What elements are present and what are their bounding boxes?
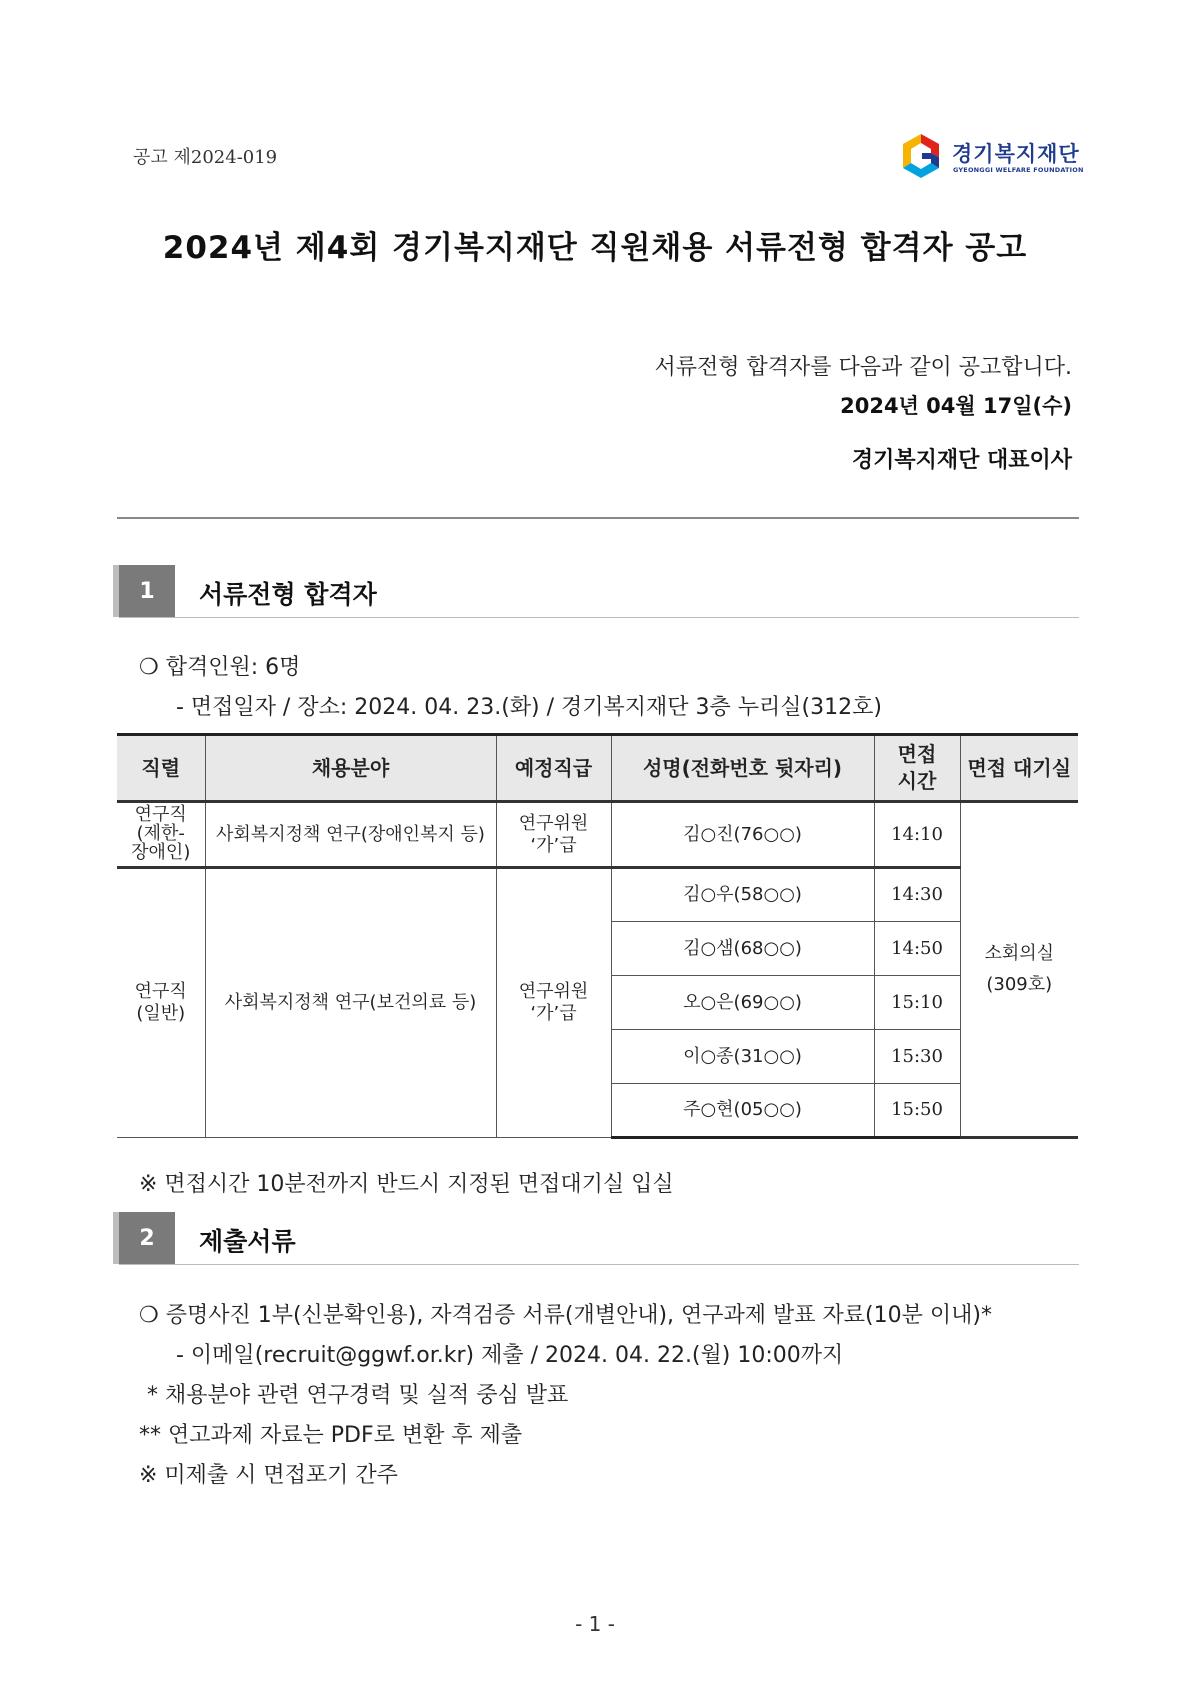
cell-room: 소회의실 (309호)	[960, 802, 1078, 1138]
header-name: 성명(전화번호 뒷자리)	[611, 735, 874, 802]
table-row	[117, 868, 1078, 922]
footnote-1: * 채용분야 관련 연구경력 및 실적 중심 발표	[147, 1383, 569, 1408]
cell-name: 오○은(69○○)	[611, 976, 874, 1030]
cell-time: 14:30	[874, 868, 960, 922]
header-grade: 예정직급	[496, 735, 611, 802]
table-header-row	[117, 735, 1078, 802]
cell-time: 15:50	[874, 1084, 960, 1138]
section-2-title: 제출서류	[199, 1227, 296, 1256]
interview-note: ※ 면접시간 10분전까지 반드시 지정된 면접대기실 입실	[139, 1172, 674, 1197]
intro-statement: 서류전형 합격자를 다음과 같이 공고합니다.	[654, 355, 1072, 380]
section-1-title: 서류전형 합격자	[199, 580, 377, 609]
footnote-3: ※ 미제출 시 면접포기 간주	[139, 1463, 398, 1488]
notice-date: 2024년 04월 17일(수)	[840, 394, 1072, 418]
section-2-header	[119, 1212, 1079, 1265]
passing-count: ❍ 합격인원: 6명	[139, 655, 301, 680]
cell-name: 이○종(31○○)	[611, 1030, 874, 1084]
cell-field: 사회복지정책 연구(보건의료 등)	[205, 868, 496, 1138]
footnote-2: ** 연고과제 자료는 PDF로 변환 후 제출	[139, 1423, 523, 1448]
interview-schedule: - 면접일자 / 장소: 2024. 04. 23.(화) / 경기복지재단 3층 누리실(312호)	[176, 695, 882, 720]
cell-position: 연구직 (일반)	[117, 868, 205, 1138]
cell-time: 15:10	[874, 976, 960, 1030]
header-room: 면접 대기실	[960, 735, 1078, 802]
page-number: - 1 -	[575, 1612, 615, 1636]
cell-time: 15:30	[874, 1030, 960, 1084]
cell-field: 사회복지정책 연구(장애인복지 등)	[205, 802, 496, 868]
cell-position: 연구직 (제한- 장애인)	[117, 802, 205, 868]
submission-method: - 이메일(recruit@ggwf.or.kr) 제출 / 2024. 04. 22.(월) 10:00까지	[176, 1343, 844, 1368]
cell-name: 주○현(05○○)	[611, 1084, 874, 1138]
cell-name: 김○샘(68○○)	[611, 922, 874, 976]
logo-korean-text: 경기복지재단	[952, 142, 1080, 166]
section-2-number: 2	[119, 1212, 175, 1264]
header-position: 직렬	[117, 735, 205, 802]
header-time: 면접 시간	[874, 735, 960, 802]
cell-grade: 연구위원 ‘가’급	[496, 802, 611, 868]
foundation-logo	[900, 132, 1084, 184]
section-1-number: 1	[119, 565, 175, 617]
divider	[117, 517, 1079, 519]
cell-name: 김○진(76○○)	[611, 802, 874, 868]
cell-grade: 연구위원 ‘가’급	[496, 868, 611, 1138]
logo-english-text: GYEONGGI WELFARE FOUNDATION	[953, 166, 1084, 174]
table-row	[117, 802, 1078, 868]
cell-time: 14:50	[874, 922, 960, 976]
section-1-header	[119, 565, 1079, 618]
document-title: 2024년 제4회 경기복지재단 직원채용 서류전형 합격자 공고	[162, 230, 1028, 266]
signatory: 경기복지재단 대표이사	[851, 448, 1072, 473]
required-documents: ❍ 증명사진 1부(신분확인용), 자격검증 서류(개별안내), 연구과제 발표 자료(10분 이내)*	[139, 1303, 992, 1328]
header-field: 채용분야	[205, 735, 496, 802]
notice-number: 공고 제2024-019	[133, 147, 278, 168]
cell-name: 김○우(58○○)	[611, 868, 874, 922]
passers-table	[117, 733, 1078, 1139]
cell-time: 14:10	[874, 802, 960, 868]
logo-mark-icon	[900, 132, 942, 180]
